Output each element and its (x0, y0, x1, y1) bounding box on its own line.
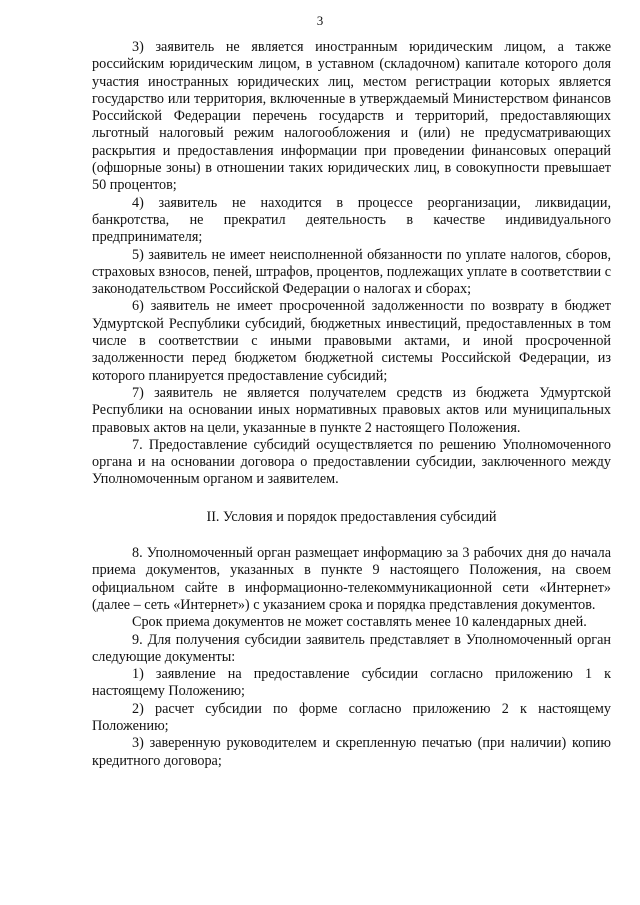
paragraph: 7. Предоставление субсидий осуществляется по решению Уполномоченного органа и на основании договора о предоставлении субсидии, заключенного между Уполномоченным органом и заявителем. (92, 436, 611, 488)
paragraph: 4) заявитель не находится в процессе реорганизации, ликвидации, банкротства, не прекратил деятельность в качестве индивидуального предпринимателя; (92, 194, 611, 246)
paragraph: 8. Уполномоченный орган размещает информацию за 3 рабочих дня до начала приема документов, указанных в пункте 9 настоящего Положения, на своем официальном сайте в информационно-телекоммуникационной сети «Интернет» (далее – сеть «Интернет») с указанием срока и порядка представления документов. (92, 545, 611, 613)
paragraph: Срок приема документов не может составлять менее 10 календарных дней. (132, 614, 587, 631)
paragraph: 3) заявитель не является иностранным юридическим лицом, а также российским юридическим лицом, в уставном (складочном) капитале которого доля участия иностранных юридических лиц, местом регистрации которых является государство или территория, включенные в утверждаемый Министерством финансов Российской Федерации перечень государств и территорий, предоставляющих льготный налоговый режим налогообложения и (или) не предусматривающих раскрытия и предоставления информации при проведении финансовых операций (офшорные зоны) в отношении таких юридических лиц, в совокупности превышает 50 процентов; (92, 39, 611, 194)
paragraph: 9. Для получения субсидии заявитель представляет в Уполномоченный орган следующие документы: (92, 631, 611, 665)
page-number: 3 (316, 13, 324, 28)
paragraph: 1) заявление на предоставление субсидии согласно приложению 1 к настоящему Положению; (92, 666, 611, 700)
paragraph: 7) заявитель не является получателем средств из бюджета Удмуртской Республики на основании иных нормативных правовых актов или муниципальных правовых актов на цели, указанные в пункте 2 настоящего Положения. (92, 384, 611, 436)
document-body (92, 39, 611, 770)
section-heading: II. Условия и порядок предоставления субсидий (206, 508, 497, 525)
paragraph: 5) заявитель не имеет неисполненной обязанности по уплате налогов, сборов, страховых взносов, пеней, штрафов, процентов, подлежащих уплате в соответствии с законодательством Российской Федерации о налогах и сборах; (92, 246, 611, 298)
paragraph: 6) заявитель не имеет просроченной задолженности по возврату в бюджет Удмуртской Республики субсидий, бюджетных инвестиций, предоставленных в том числе в соответствии с иными правовыми актами, и иной просроченной задолженности перед бюджетом бюджетной системы Российской Федерации, из которого планируется предоставление субсидий; (92, 298, 611, 384)
paragraph: 3) заверенную руководителем и скрепленную печатью (при наличии) копию кредитного договора; (92, 735, 611, 769)
paragraph: 2) расчет субсидии по форме согласно приложению 2 к настоящему Положению; (92, 700, 611, 734)
